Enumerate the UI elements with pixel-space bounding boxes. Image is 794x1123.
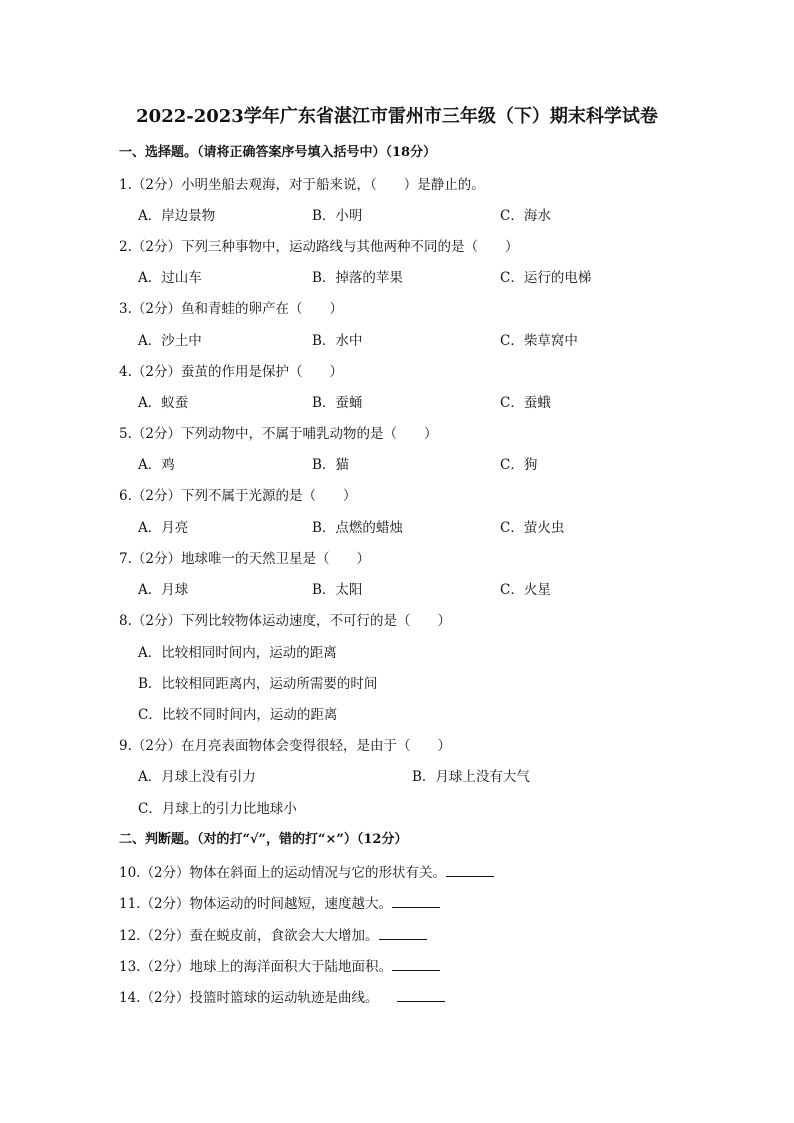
question-3-option-a: A．沙土中 [138, 333, 202, 349]
question-4-option-a: A．蚁蚕 [138, 395, 189, 411]
question-7-option-a: A．月球 [138, 582, 189, 598]
question-1-option-a: A．岸边景物 [138, 208, 216, 224]
answer-blank-11[interactable] [392, 893, 440, 908]
question-4: 4.（2分）蚕茧的作用是保护（ ） [119, 364, 343, 380]
answer-blank-14[interactable] [397, 987, 445, 1002]
question-14-stem: 14.（2分）投篮时篮球的运动轨迹是曲线。 [119, 990, 379, 1006]
question-6-option-b: B．点燃的蜡烛 [312, 520, 403, 536]
question-3: 3.（2分）鱼和青蛙的卵产在（ ） [119, 301, 343, 317]
question-6-option-a: A．月亮 [138, 520, 189, 536]
question-5-option-c: C．狗 [500, 457, 538, 473]
question-3-option-c: C．柴草窝中 [500, 333, 578, 349]
question-12-stem: 12.（2分）蚕在蜕皮前，食欲会大大增加。 [119, 928, 379, 944]
question-4-option-c: C．蚕蛾 [500, 395, 551, 411]
answer-blank-13[interactable] [392, 956, 440, 971]
question-5: 5.（2分）下列动物中，不属于哺乳动物的是（ ） [119, 426, 438, 442]
question-10-stem: 10.（2分）物体在斜面上的运动情况与它的形状有关。 [119, 865, 447, 881]
question-9-option-a: A．月球上没有引力 [138, 769, 256, 785]
question-7: 7.（2分）地球唯一的天然卫星是（ ） [119, 551, 370, 567]
question-3-option-b: B．水中 [312, 333, 363, 349]
question-2-option-a: A．过山车 [138, 270, 202, 286]
answer-blank-12[interactable] [379, 925, 427, 940]
question-4-option-b: B．蚕蛹 [312, 395, 363, 411]
question-2-option-b: B．掉落的苹果 [312, 270, 403, 286]
question-8-option-b: B．比较相同距离内，运动所需要的时间 [138, 676, 378, 692]
question-6-option-c: C．萤火虫 [500, 520, 565, 536]
question-1-option-b: B．小明 [312, 208, 363, 224]
question-8-option-a: A．比较相同时间内，运动的距离 [138, 645, 337, 661]
question-2: 2.（2分）下列三种事物中，运动路线与其他两种不同的是（ ） [119, 239, 519, 255]
question-2-option-c: C．运行的电梯 [500, 270, 592, 286]
section-heading-true-false: 二、判断题。（对的打“√”，错的打“×”）（12分） [119, 832, 408, 847]
exam-title: 2022-2023学年广东省湛江市雷州市三年级（下）期末科学试卷 [136, 106, 658, 127]
question-7-option-b: B．太阳 [312, 582, 363, 598]
question-11 [119, 893, 440, 913]
question-5-option-a: A．鸡 [138, 457, 175, 473]
answer-blank-10[interactable] [446, 862, 494, 877]
question-8: 8.（2分）下列比较物体运动速度，不可行的是（ ） [119, 613, 451, 629]
question-11-stem: 11.（2分）物体运动的时间越短，速度越大。 [119, 896, 393, 912]
question-13 [119, 956, 440, 976]
question-7-option-c: C．火星 [500, 582, 551, 598]
question-13-stem: 13.（2分）地球上的海洋面积大于陆地面积。 [119, 959, 393, 975]
question-12 [119, 925, 427, 945]
question-9: 9.（2分）在月亮表面物体会变得很轻，是由于（ ） [119, 738, 451, 754]
question-9-option-b: B．月球上没有大气 [412, 769, 530, 785]
question-5-option-b: B．猫 [312, 457, 349, 473]
question-14 [119, 987, 445, 1007]
section-heading-choice: 一、选择题。（请将正确答案序号填入括号中）（18分） [119, 145, 437, 160]
question-8-option-c: C．比较不同时间内，运动的距离 [138, 707, 338, 723]
question-10 [119, 862, 494, 882]
question-1: 1.（2分）小明坐船去观海，对于船来说，（ ）是静止的。 [119, 177, 485, 193]
question-6: 6.（2分）下列不属于光源的是（ ） [119, 488, 357, 504]
question-9-option-c: C．月球上的引力比地球小 [138, 801, 297, 817]
question-1-option-c: C．海水 [500, 208, 551, 224]
